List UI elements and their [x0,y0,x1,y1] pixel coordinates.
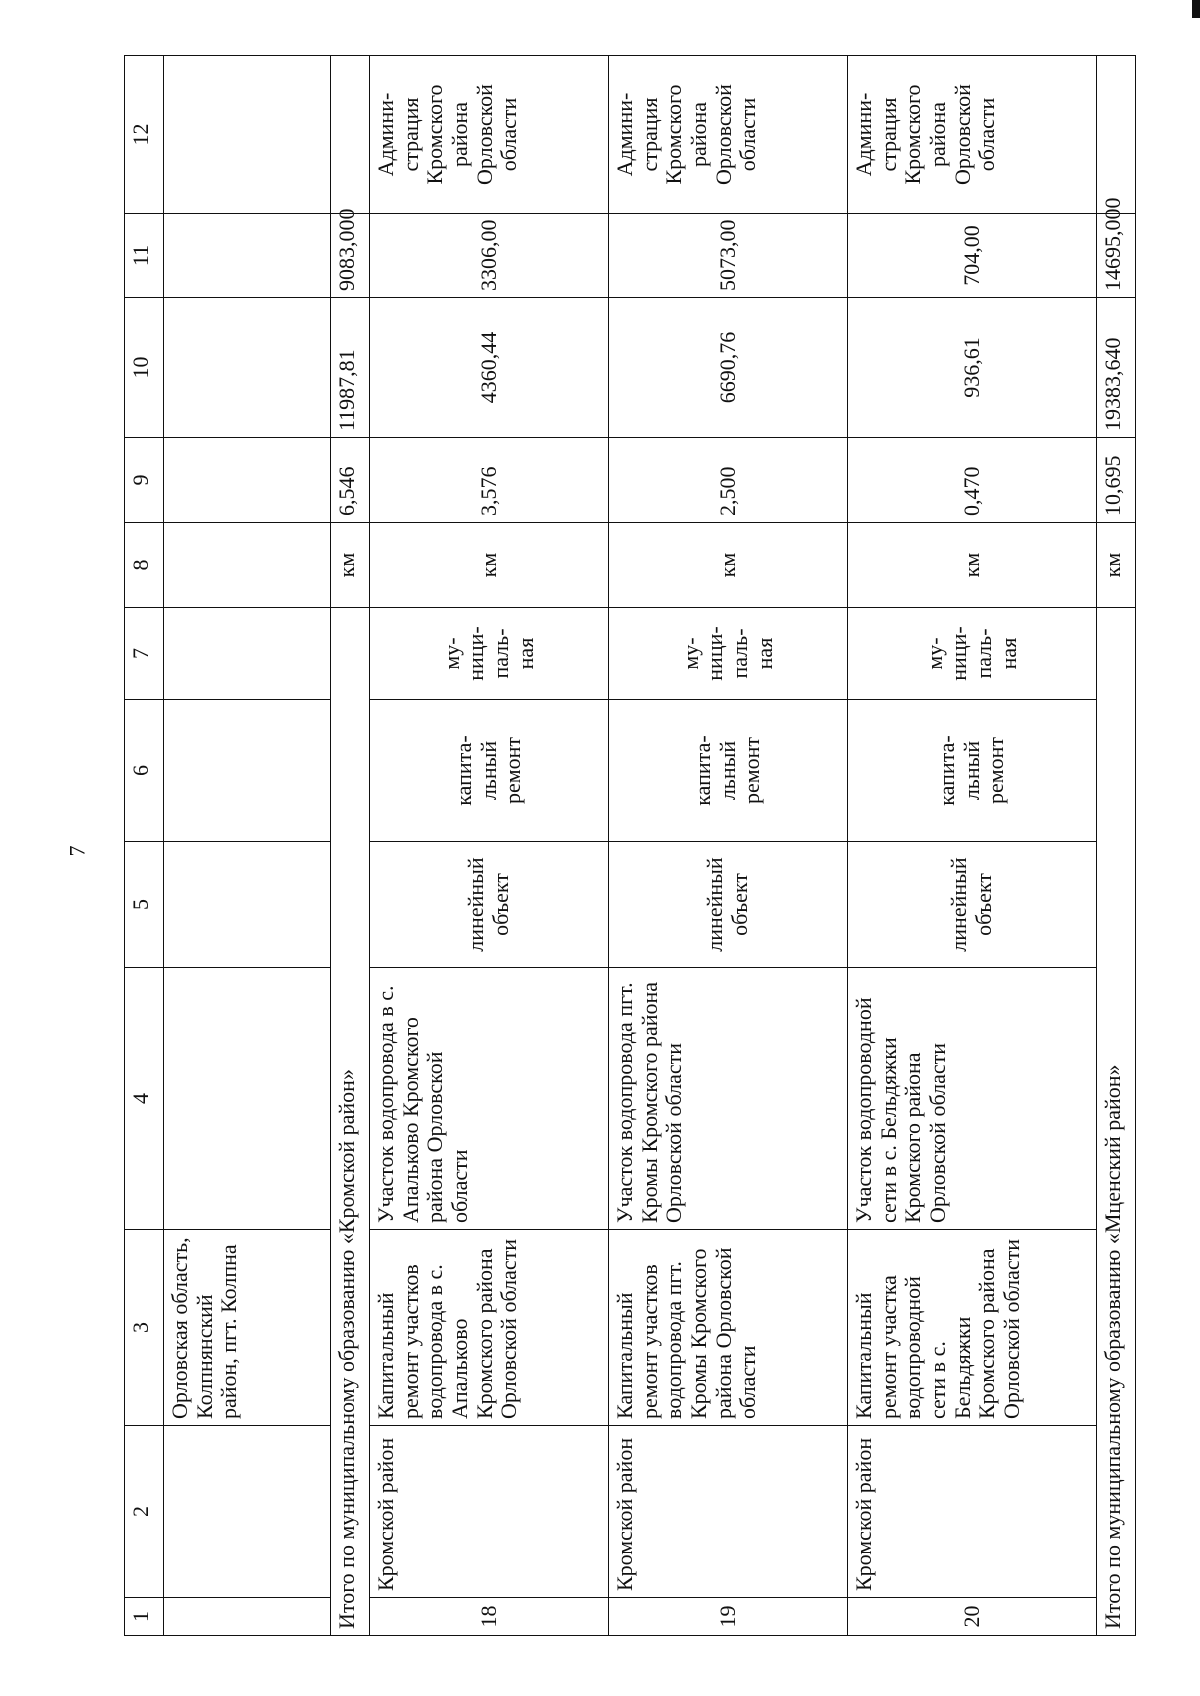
amount-cell: 3306,00 [370,214,609,298]
amount-cell: 9083,000 [331,214,370,298]
cost-cell: 11987,81 [331,298,370,438]
customer-cell: Админи-страция Кромского района Орловской области [848,56,1097,214]
ownership-cell: му-ници-паль-ная [370,608,609,700]
object-cell: Участок водопроводной сети в с. Бельдяжки Кромского района Орловской области [848,968,1097,1230]
row-number: 18 [370,1598,609,1636]
district-cell: Кромской район [609,1426,848,1598]
unit-cell: км [331,523,370,608]
amount-cell: 5073,00 [609,214,848,298]
object-cell: Участок водопровода в с. Апальково Кромского района Орловской области [370,968,609,1230]
page-number: 7 [64,845,90,857]
district-cell: Кромской район [848,1426,1097,1598]
length-cell: 6,546 [331,438,370,523]
unit-cell: км [848,523,1097,608]
cost-cell: 19383,640 [1097,298,1136,438]
column-number: 10 [125,298,164,438]
unit-cell: км [370,523,609,608]
row-number: 19 [609,1598,848,1636]
column-number-row [125,56,164,1636]
rotated-table-container [124,56,1125,1636]
object-cell: Участок водопровода пгт. Кромы Кромского района Орловской области [609,968,848,1230]
customer-cell: Админи-страция Кромского района Орловской области [370,56,609,214]
column-number: 1 [125,1598,164,1636]
column-number: 9 [125,438,164,523]
customer-cell: Админи-страция Кромского района Орловской области [609,56,848,214]
cost-cell: 4360,44 [370,298,609,438]
name-cell: Капитальный ремонт участков водопровода в с. Апальково Кромского района Орловской области [370,1230,609,1426]
cost-cell: 6690,76 [609,298,848,438]
column-number: 5 [125,842,164,968]
amount-cell: 14695,000 [1097,214,1136,298]
type-cell: линейный объект [609,842,848,968]
scan-corner-mark [1192,0,1200,18]
subtotal-row-mtsensk [1097,56,1136,1636]
table-row [164,56,331,1636]
column-number: 11 [125,214,164,298]
subtotal-label: Итого по муниципальному образованию «Мценский район» [1097,608,1136,1636]
subtotal-label: Итого по муниципальному образованию «Кромской район» [331,608,370,1636]
column-number: 12 [125,56,164,214]
table-row [848,56,1097,1636]
table-row [609,56,848,1636]
row-number: 20 [848,1598,1097,1636]
length-cell: 0,470 [848,438,1097,523]
district-cell: Кромской район [370,1426,609,1598]
amount-cell: 704,00 [848,214,1097,298]
column-number: 6 [125,700,164,842]
table-row [370,56,609,1636]
column-number: 2 [125,1426,164,1598]
work-cell: капита-льный ремонт [370,700,609,842]
name-cell: Капитальный ремонт участка водопроводной сети в с. Бельдяжки Кромского района Орловской области [848,1230,1097,1426]
work-cell: капита-льный ремонт [609,700,848,842]
length-cell: 10,695 [1097,438,1136,523]
column-number: 3 [125,1230,164,1426]
unit-cell: км [609,523,848,608]
ownership-cell: му-ници-паль-ная [609,608,848,700]
work-cell: капита-льный ремонт [848,700,1097,842]
length-cell: 2,500 [609,438,848,523]
type-cell: линейный объект [848,842,1097,968]
column-number: 4 [125,968,164,1230]
column-number: 8 [125,523,164,608]
column-number: 7 [125,608,164,700]
subtotal-row-kromskoy [331,56,370,1636]
type-cell: линейный объект [370,842,609,968]
length-cell: 3,576 [370,438,609,523]
cost-cell: 936,61 [848,298,1097,438]
projects-table [124,55,1136,1636]
name-cell: Капитальный ремонт участков водопровода пгт. Кромы Кромского района Орловской области [609,1230,848,1426]
location-cell: Орловская область, Колпнянский район, пгт. Колпна [164,1230,331,1426]
ownership-cell: му-ници-паль-ная [848,608,1097,700]
unit-cell: км [1097,523,1136,608]
